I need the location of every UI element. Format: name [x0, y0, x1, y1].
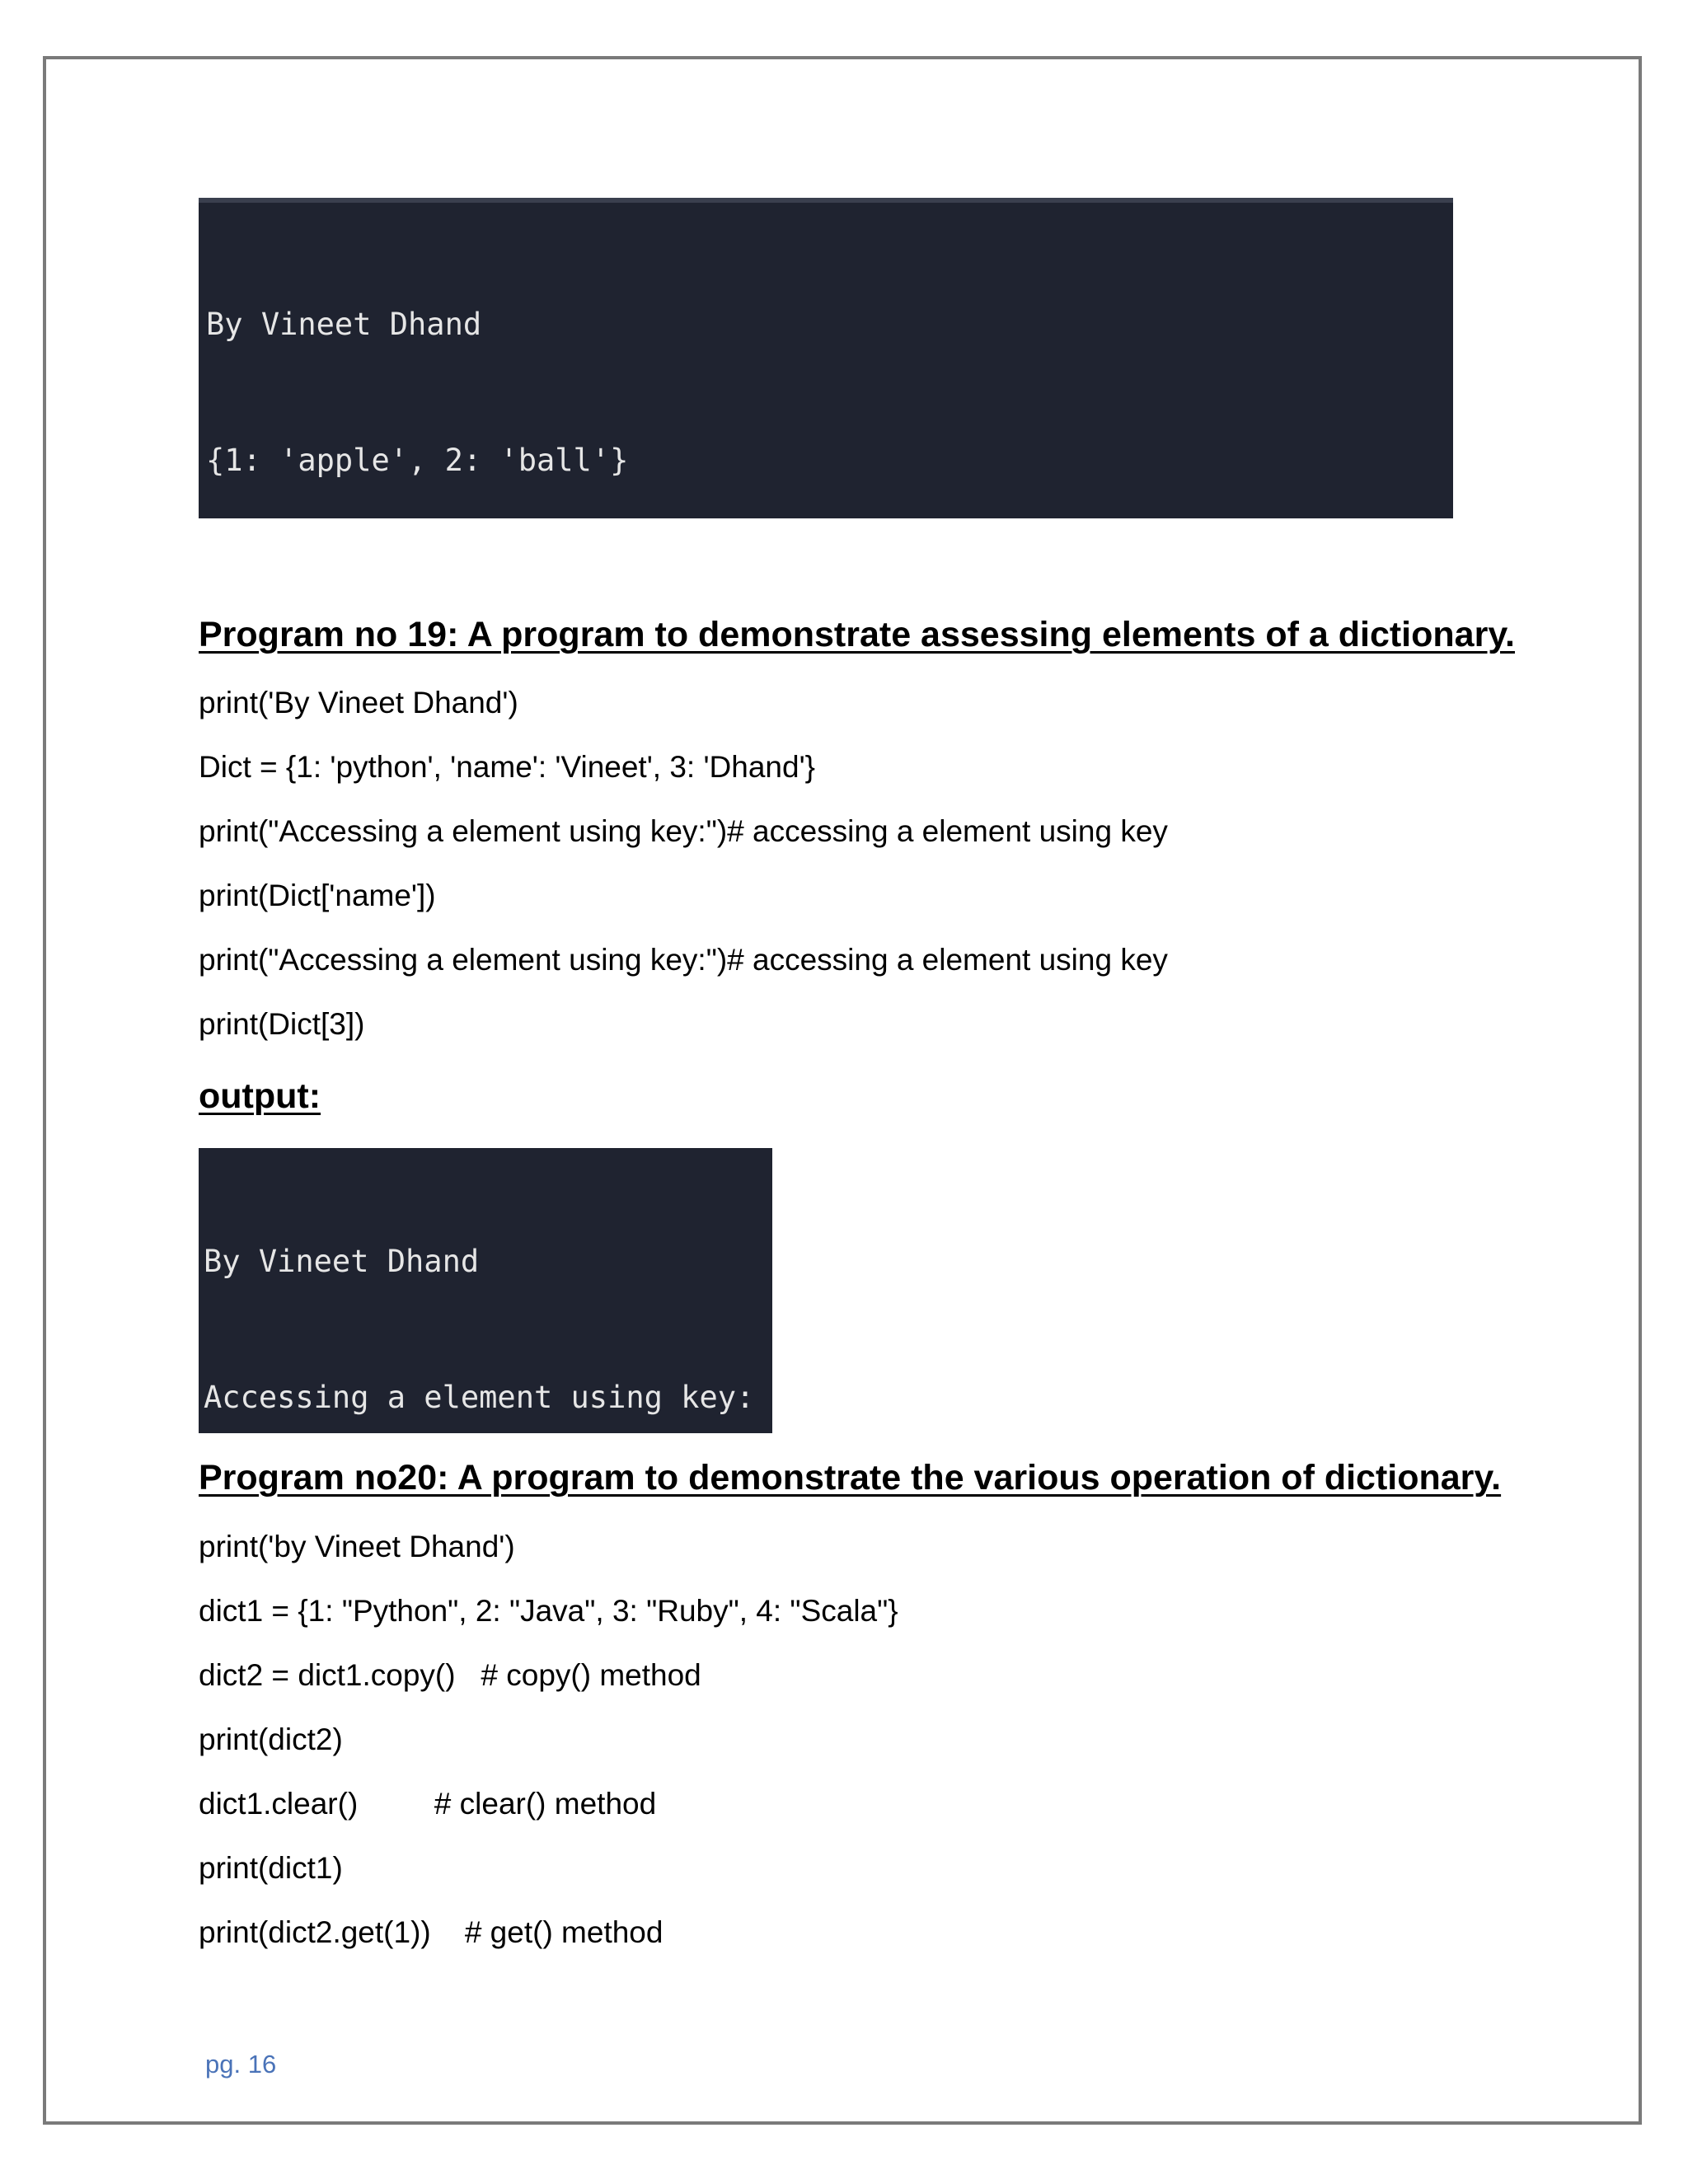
code-line: print(dict2.get(1)) # get() method	[199, 1915, 663, 1949]
console-line: {1: 'apple', 2: 'ball'}	[206, 443, 629, 478]
output-label: output:	[199, 1076, 321, 1116]
console-line: Accessing a element using key:	[204, 1380, 755, 1415]
page-number: pg. 16	[205, 2050, 277, 2079]
code-line: Dict = {1: 'python', 'name': 'Vineet', 3: 'Dhand'}	[199, 750, 815, 784]
output-console-1	[199, 198, 1453, 518]
output-console-2	[199, 1148, 772, 1433]
console-line: By Vineet Dhand	[206, 307, 482, 342]
code-line: dict1 = {1: "Python", 2: "Java", 3: "Ruby", 4: "Scala"}	[199, 1594, 898, 1628]
code-line: print('By Vineet Dhand')	[199, 686, 518, 719]
code-line: print("Accessing a element using key:")# accessing a element using key	[199, 943, 1168, 977]
console-line: By Vineet Dhand	[204, 1244, 480, 1279]
code-line: print(Dict[3])	[199, 1007, 365, 1041]
code-line: dict1.clear() # clear() method	[199, 1787, 657, 1821]
code-line: print("Accessing a element using key:")# accessing a element using key	[199, 814, 1168, 848]
code-line: print(dict1)	[199, 1851, 343, 1885]
program-19-heading: Program no 19: A program to demonstrate assessing elements of a dictionary.	[199, 615, 1515, 654]
code-line: print(Dict['name'])	[199, 879, 436, 912]
code-line: dict2 = dict1.copy() # copy() method	[199, 1658, 701, 1692]
code-line: print('by Vineet Dhand')	[199, 1530, 515, 1563]
code-line: print(dict2)	[199, 1722, 343, 1756]
program-20-heading: Program no20: A program to demonstrate the various operation of dictionary.	[199, 1458, 1502, 1497]
